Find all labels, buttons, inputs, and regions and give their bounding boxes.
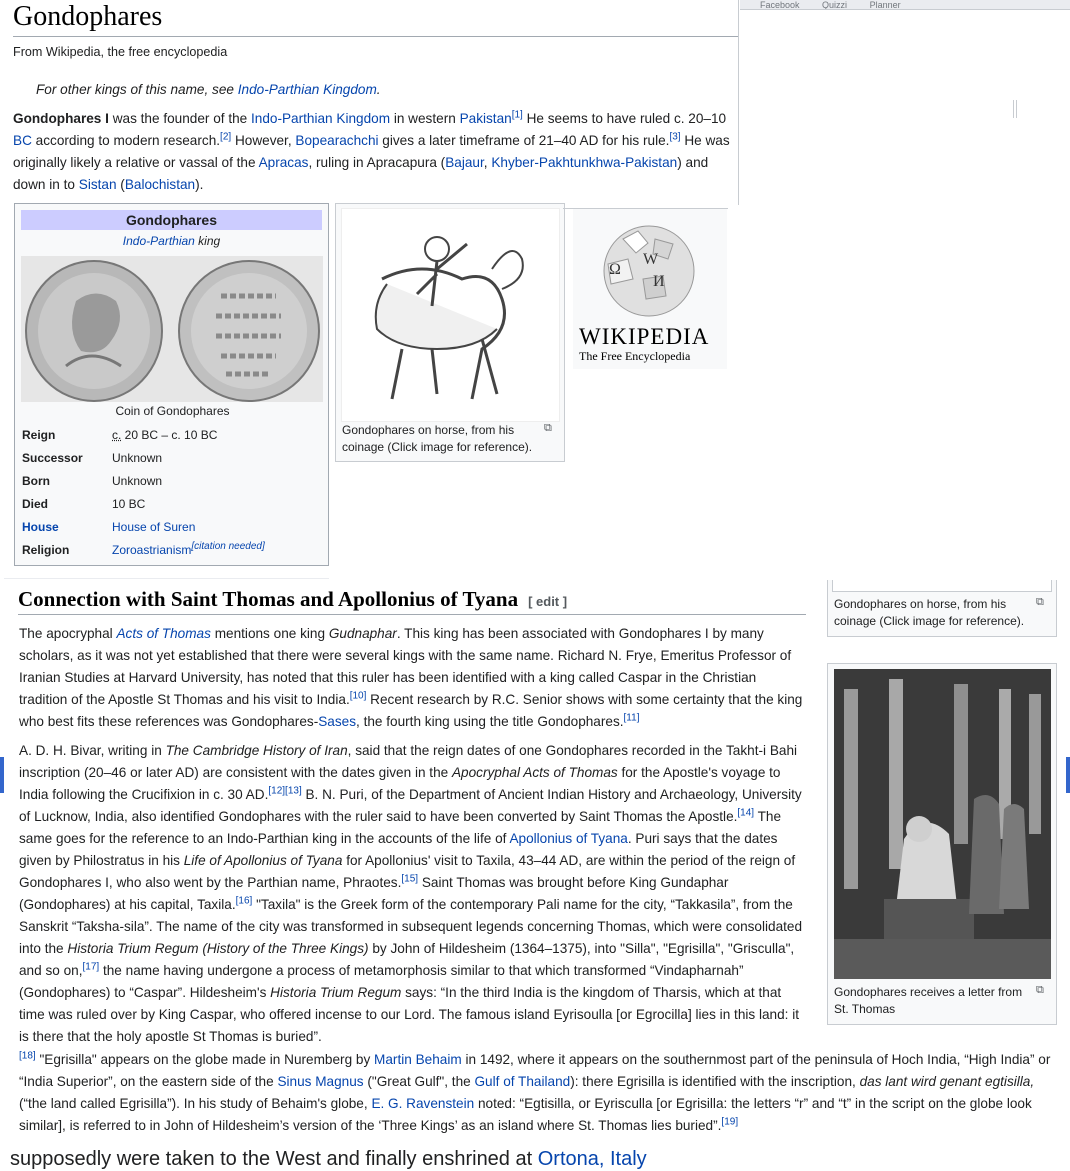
- horse-caption-duplicate: Gondophares on horse, from his coinage (Click image for reference).: [834, 597, 1025, 628]
- infobox-row-house: [22, 518, 322, 536]
- page-title: Gondophares: [13, 0, 738, 37]
- row-key: Reign: [22, 428, 56, 442]
- edit-link[interactable]: [ edit ]: [528, 594, 568, 609]
- divider-line: [563, 208, 728, 209]
- link-apollonius[interactable]: Apollonius of Tyana: [509, 831, 628, 846]
- row-value: [112, 541, 265, 559]
- hatnote-text: For other kings of this name, see: [36, 82, 238, 97]
- link-gulf-of-thailand[interactable]: Gulf of Thailand: [474, 1074, 571, 1089]
- thomas-thumbnail: [827, 663, 1057, 1025]
- globe-glyph-i: И: [653, 273, 665, 290]
- link-apracas[interactable]: Apracas: [258, 155, 309, 170]
- thomas-caption: Gondophares receives a letter from St. Thomas: [834, 985, 1023, 1016]
- link-sinus-magnus[interactable]: Sinus Magnus: [277, 1074, 364, 1089]
- infobox-row-religion: [22, 541, 322, 559]
- ref-11[interactable]: [11]: [623, 712, 640, 724]
- link-balochistan[interactable]: Balochistan: [124, 177, 196, 192]
- ref-17[interactable]: [17]: [82, 961, 100, 973]
- horse-image[interactable]: [341, 208, 560, 422]
- wiki-wordmark: WIKIPEDIA: [579, 324, 710, 349]
- zoroastrianism-link[interactable]: Zoroastrianism: [112, 543, 192, 557]
- row-key: Died: [22, 497, 49, 511]
- infobox-row-successor: [22, 449, 322, 467]
- thomas-image[interactable]: [834, 669, 1051, 979]
- overlay-divider-small: [1013, 100, 1014, 118]
- link-bc[interactable]: BC: [13, 133, 32, 148]
- infobox-caption: Coin of Gondophares: [115, 404, 230, 418]
- link-indo-parthian-sub[interactable]: Indo-Parthian: [122, 234, 195, 248]
- link-bajaur[interactable]: Bajaur: [445, 155, 484, 170]
- infobox-row-reign: [22, 426, 322, 444]
- side-accent-left: [0, 757, 4, 793]
- link-martin-behaim[interactable]: Martin Behaim: [374, 1052, 462, 1067]
- row-value: Unknown: [112, 474, 163, 488]
- link-sistan[interactable]: Sistan: [78, 177, 117, 192]
- ref-16[interactable]: [16]: [235, 895, 253, 907]
- row-key: Successor: [22, 451, 83, 465]
- link-indo-parthian[interactable]: Indo-Parthian Kingdom: [251, 111, 391, 126]
- overlay-divider: [738, 0, 739, 205]
- intro-bold: Gondophares I: [13, 111, 109, 126]
- section-heading: [18, 587, 806, 615]
- horse-caption: Gondophares on horse, from his coinage (Click image for reference).: [342, 423, 533, 454]
- row-key: Born: [22, 474, 50, 488]
- ref-3[interactable]: [3]: [669, 131, 681, 143]
- ref-15[interactable]: [15]: [401, 873, 419, 885]
- link-ravenstein[interactable]: E. G. Ravenstein: [371, 1096, 475, 1111]
- paragraph-bivar: A. D. H. Bivar, writing in The Cambridge History of Iran, said that the reign dates of one Gondophares recorded in the Takht-i Bahi inscription (20–46 or later AD) are consistent with the dates given in the Apocryphal Acts of Thomas for the Apostle's voyage to India following the Crucifixion in c. 30 AD.[12][13] B. N. Puri, of the Department of Ancient Indian History and Archaeology, University of Lucknow, India, also identified Gondophares with the ruler said to have been converted by Saint Thomas the Apostle.[14] The same goes for the reference to an Indo-Parthian king in the accounts of the life of Apollonius of Tyana. Puri says that the dates given by Philostratus in his Life of Apollonius of Tyana for Apollonius' visit to Taxila, 43–44 AD, are within the period of the reign of Gondophares I, who also went by the Parthian name, Phraotes.[15] Saint Thomas was brought before King Gundaphar (Gondophares) at his capital, Taxila.[16] "Taxila" is the Greek form of the contemporary Pali name for the city, “Takkasila”, from the Sanskrit “Taksha-sila”. The name of the city was transformed in subsequent legends concerning Thomas, which were consolidated into the Historia Trium Regum (History of the Three Kings) by John of Hildesheim (1364–1375), into "Silla", "Egrisilla", "Grisculla", and so on,[17] the name having undergone a process of metamorphosis similar to that which transformed “Vindapharnah” (Gondophares) to “Caspar”. Hildesheim's Historia Trium Regum says: “In the third India is the kingdom of Tharsis, which at that time was ruled over by King Caspar, who offered incense to our Lord. The famous island Eyrisoulla [or Egrocilla] lies in this land: it is there that the holy apostle St Thomas is buried”.: [19, 743, 803, 1044]
- row-key: Religion: [22, 543, 70, 557]
- wikipedia-logo[interactable]: [573, 209, 727, 369]
- link-acts-of-thomas[interactable]: Acts of Thomas: [116, 626, 211, 641]
- row-value: 10 BC: [112, 497, 146, 511]
- bookmark-quizzi[interactable]: Quizzi: [822, 0, 848, 10]
- enlarge-icon[interactable]: ⧉: [1036, 596, 1044, 608]
- browser-bookmark-strip: [740, 0, 1070, 10]
- row-value: c. 20 BC – c. 10 BC: [112, 428, 218, 442]
- ref-2[interactable]: [2]: [220, 131, 232, 143]
- site-tagline: From Wikipedia, the free encyclopedia: [13, 45, 228, 59]
- coin-image[interactable]: [21, 256, 323, 402]
- divider-line-2: [4, 578, 329, 579]
- hatnote: [36, 82, 381, 97]
- link-sases[interactable]: Sases: [318, 714, 357, 729]
- infobox-title: Gondophares: [21, 210, 322, 230]
- infobox-subtitle: Indo-Parthian king: [122, 234, 221, 248]
- overlay-divider-small-2: [1016, 100, 1017, 118]
- house-link[interactable]: House: [22, 520, 59, 534]
- globe-glyph-omega: Ω: [609, 261, 621, 278]
- ref-12-13[interactable]: [12][13]: [268, 785, 302, 797]
- paragraph-acts-of-thomas: The apocryphal Acts of Thomas mentions one king Gudnaphar. This king has been associated with Gondophares I by many scholars, as it was not yet established that there were several kings with the same name. Richard N. Frye, Emeritus Professor of Iranian Studies at Harvard University, has noted that this ruler has been identified with a king called Caspar in the Christian tradition of the Apostle St Thomas and his visit to India.[10] Recent research by R.C. Senior shows with some certainty that the king who best fits these references was Gondophares-Sases, the fourth king using the title Gondophares.[11]: [19, 626, 803, 729]
- wiki-slogan: The Free Encyclopedia: [579, 349, 691, 363]
- partial-bottom-text: supposedly were taken to the West and finally enshrined at Ortona, Italy: [10, 1148, 647, 1170]
- bookmark-planner[interactable]: Planner: [869, 0, 901, 10]
- hatnote-link[interactable]: Indo-Parthian Kingdom: [237, 82, 377, 97]
- globe-glyph-w: W: [643, 251, 659, 268]
- bookmark-facebook[interactable]: Facebook: [760, 0, 800, 10]
- ref-1[interactable]: [1]: [511, 109, 523, 121]
- hatnote-suffix: .: [376, 82, 381, 97]
- ref-19[interactable]: [19]: [721, 1116, 739, 1128]
- infobox-row-born: [22, 472, 322, 490]
- enlarge-icon[interactable]: ⧉: [544, 422, 552, 434]
- link-pakistan[interactable]: Pakistan: [459, 111, 512, 126]
- intro-paragraph: Gondophares I was the founder of the Indo-Parthian Kingdom in western Pakistan[1] He seems to have ruled c. 20–10 BC according to modern research.[2] However, Bopearachchi gives a later timeframe of 21–40 AD for his rule.[3] He was originally likely a relative or vassal of the Apracas, ruling in Apracapura (Bajaur, Khyber-Pakhtunkhwa-Pakistan) and down in to Sistan (Balochistan).: [13, 109, 730, 192]
- horse-thumbnail: [335, 203, 565, 462]
- citation-needed[interactable]: [citation needed]: [191, 541, 265, 552]
- link-ortona[interactable]: Ortona, Italy: [537, 1148, 647, 1170]
- section-title: Connection with Saint Thomas and Apollonius of Tyana: [18, 587, 519, 611]
- infobox-row-died: [22, 495, 322, 513]
- infobox: [14, 203, 329, 566]
- horse-thumbnail-duplicate: [827, 580, 1057, 637]
- enlarge-icon[interactable]: ⧉: [1036, 984, 1044, 996]
- ref-10[interactable]: [10]: [349, 690, 367, 702]
- thumb-image-edge[interactable]: [832, 580, 1052, 592]
- side-accent-right: [1066, 757, 1070, 793]
- row-value: Unknown: [112, 451, 163, 465]
- link-bopearachchi[interactable]: Bopearachchi: [295, 133, 379, 148]
- ref-18[interactable]: [18]: [19, 1050, 36, 1062]
- house-of-suren-link[interactable]: House of Suren: [112, 520, 196, 534]
- link-khyber[interactable]: Khyber-Pakhtunkhwa-Pakistan: [491, 155, 678, 170]
- paragraph-behaim: [18] "Egrisilla" appears on the globe made in Nuremberg by Martin Behaim in 1492, where it appears on the southernmost part of the peninsula of Hoch India, “High India” or “India Superior”, on the eastern side of the Sinus Magnus ("Great Gulf", the Gulf of Thailand): there Egrisilla is identified with the inscription, das lant wird genant egtisilla, (“the land called Egrisilla”). In his study of Behaim's globe, E. G. Ravenstein noted: “Egtisilla, or Eyrisculla [or Egrisilla: the letters “r” and “t” in the script on the globe look similar], is referred to in John of Hildesheim’s version of the ‘Three Kings’ as an island where St. Thomas lies buried”.[19]: [19, 1050, 1051, 1133]
- ref-14[interactable]: [14]: [737, 807, 755, 819]
